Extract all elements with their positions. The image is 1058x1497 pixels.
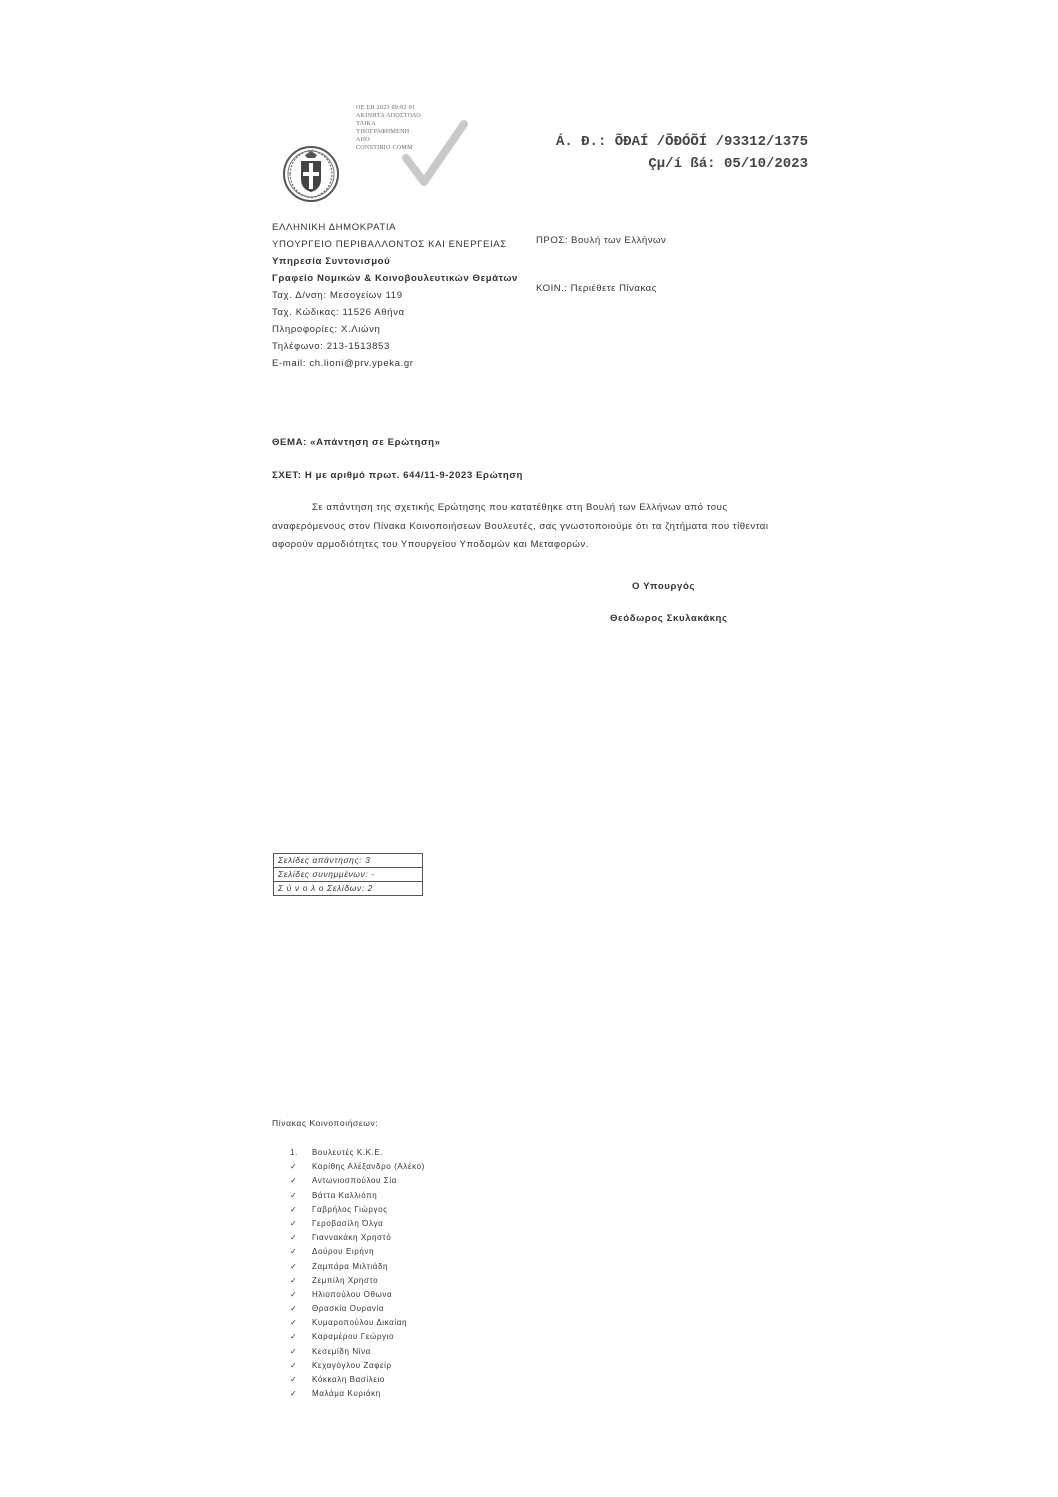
pages-row: Σελίδες απάντησης: 3 (274, 854, 422, 868)
list-item-label: Καραμέρου Γεώργιο (312, 1332, 395, 1342)
names-container (290, 1160, 425, 1401)
list-item-label: Γιαννακάκη Χρηστό (312, 1233, 392, 1243)
list-item (290, 1189, 425, 1203)
list-item-label: Ζαμπάρα Μιλτιάδη (312, 1261, 389, 1271)
list-item (290, 1146, 425, 1160)
checkmark-icon: ✓ (290, 1190, 298, 1200)
checkmark-icon: ✓ (290, 1360, 298, 1370)
list-item (290, 1203, 425, 1217)
checkmark-icon: ✓ (290, 1289, 298, 1299)
list-item-label: Γαβρήλος Γιώργος (312, 1204, 388, 1214)
stamp-line: ΑΠΟ (356, 137, 370, 143)
list-item (290, 1345, 425, 1359)
stamp-checkmark-icon (400, 118, 470, 190)
list-item (290, 1288, 425, 1302)
list-item-label: Βουλευτές Κ.Κ.Ε. (312, 1148, 384, 1157)
signature-name: Θεόδωρος Σκυλακάκης (610, 613, 728, 624)
pages-table (273, 853, 423, 896)
list-item (290, 1274, 425, 1288)
checkmark-icon: ✓ (290, 1332, 298, 1342)
checkmark-icon: ✓ (290, 1346, 298, 1356)
list-item (290, 1330, 425, 1344)
info-line: Πληροφορίες: Χ.Λιώνη (272, 324, 381, 335)
checkmark-icon: ✓ (290, 1375, 298, 1384)
list-item-label: Δούρου Ειρήνη (312, 1247, 375, 1257)
stamp-line: ΥΠΟΓΡΑΦΗΜΕΝΗ (356, 129, 410, 135)
pages-row: Σ ύ ν ο λ ο Σελίδων: 2 (278, 883, 373, 893)
list-item-label: Κυμαροπούλου Δικαίαη (312, 1318, 408, 1328)
stamp-line: CONSTIRIO COMM (356, 145, 413, 151)
protocol-number: Á. Đ.: ÕĐAÍ /ÕĐÓÕÍ /93312/1375 (555, 134, 808, 150)
list-item-label: Βάττα Καλλιόπη (312, 1190, 378, 1200)
letter-body (272, 499, 787, 555)
body-paragraph: Σε απάντηση της σχετικής Ερώτησης που κατατέθηκε στη Βουλή των Ελλήνων από τους αναφερόμενους στον Πίνακα Κοινοποιήσεων Βουλευτές, σας γνωστοποιούμε ότι τα ζητήματα που τίθενται αφορούν αρμοδιότητες του Υπουργείου Υποδομών και Μεταφορών. (272, 502, 769, 550)
koin-line: ΚΟΙΝ.: Περιέθετε Πίνακας (536, 283, 657, 294)
list-item (290, 1387, 425, 1401)
list-item-label: Ζεμπίλη Χρηστο (312, 1275, 379, 1285)
list-item (290, 1373, 425, 1387)
list-item-label: Καρίθης Αλέξανδρο (Αλέκο) (312, 1162, 425, 1172)
subject-line: ΘΕΜΑ: «Απάντηση σε Ερώτηση» (272, 437, 441, 448)
stamp-line: ΥΛΙΚΑ (356, 121, 376, 127)
postal-line: Ταχ. Κώδικας: 11526 Αθήνα (272, 307, 405, 318)
email-line: E-mail: ch.lioni@prv.ypeka.gr (272, 358, 414, 369)
list-item (290, 1302, 425, 1316)
list-item-label: Μαλάμα Κυριάκη (312, 1389, 381, 1399)
list-item-label: Κεσεμίδη Νίνα (312, 1346, 371, 1356)
recipient-line: ΠΡΟΣ: Βουλή των Ελλήνων (536, 235, 667, 246)
checkmark-icon: ✓ (290, 1261, 298, 1271)
checkmark-icon: ✓ (290, 1176, 298, 1186)
checkmark-icon: ✓ (290, 1204, 298, 1214)
list-item (290, 1359, 425, 1373)
checkmark-icon: ✓ (290, 1318, 298, 1328)
ministry-label: ΥΠΟΥΡΓΕΙΟ ΠΕΡΙΒΑΛΛΟΝΤΟΣ ΚΑΙ ΕΝΕΡΓΕΙΑΣ (272, 239, 507, 250)
checkmark-icon: ✓ (290, 1162, 298, 1172)
list-item-label: Θρασκία Ουρανία (312, 1304, 385, 1314)
service-label: Υπηρεσία Συντονισμού (272, 256, 391, 267)
list-item (290, 1174, 425, 1188)
protocol-block (556, 131, 808, 175)
checkmark-icon: ✓ (290, 1233, 298, 1243)
checkmark-icon: ✓ (290, 1389, 298, 1399)
checkmark-icon: ✓ (290, 1304, 298, 1314)
distribution-title: Πίνακας Κοινοποιήσεων: (272, 1118, 379, 1128)
list-item (290, 1160, 425, 1174)
signature-title: Ο Υπουργός (632, 581, 695, 592)
phone-line: Τηλέφωνο: 213-1513853 (272, 341, 390, 352)
list-item (290, 1260, 425, 1274)
list-item (290, 1217, 425, 1231)
distribution-list (290, 1146, 425, 1401)
address-line: Ταχ. Δ/νση: Μεσογείων 119 (272, 290, 403, 301)
checkmark-icon: ✓ (290, 1247, 298, 1257)
relation-line: ΣΧΕΤ: Η με αριθμό πρωτ. 644/11-9-2023 Ερώτηση (272, 470, 523, 481)
list-item-label: Αντωνιοσπούλου Σία (312, 1176, 397, 1186)
list-item (290, 1231, 425, 1245)
checkmark-icon: ✓ (290, 1275, 298, 1285)
pages-row: Σελίδες συνημμένων: - (274, 868, 422, 882)
stamp-line: ΟΕ ΣΗ 2023 09:02 01 (356, 105, 416, 111)
list-item (290, 1316, 425, 1330)
coat-of-arms-icon (279, 143, 343, 205)
protocol-date: Çµ/í ßá: 05/10/2023 (648, 156, 808, 172)
sender-header (272, 219, 518, 372)
list-item-label: Κόκκαλη Βασίλειο (312, 1375, 385, 1384)
office-label: Γραφείο Νομικών & Κοινοβουλευτικών Θεμάτων (272, 273, 518, 284)
list-item-label: Ηλιοπούλου Οθωνα (312, 1289, 393, 1299)
list-number: 1. (290, 1148, 298, 1157)
stamp-line: ΑΚΙΝΗΤΑ ΑΠΟΣΤΟΛΟ (356, 113, 422, 119)
list-item-label: Γεροβασίλη Όλγα (312, 1218, 384, 1228)
republic-label: ΕΛΛΗΝΙΚΗ ΔΗΜΟΚΡΑΤΙΑ (272, 222, 397, 233)
checkmark-icon: ✓ (290, 1218, 298, 1228)
list-item-label: Κεχαγόγλου Ζαφείρ (312, 1360, 392, 1370)
list-item (290, 1245, 425, 1259)
